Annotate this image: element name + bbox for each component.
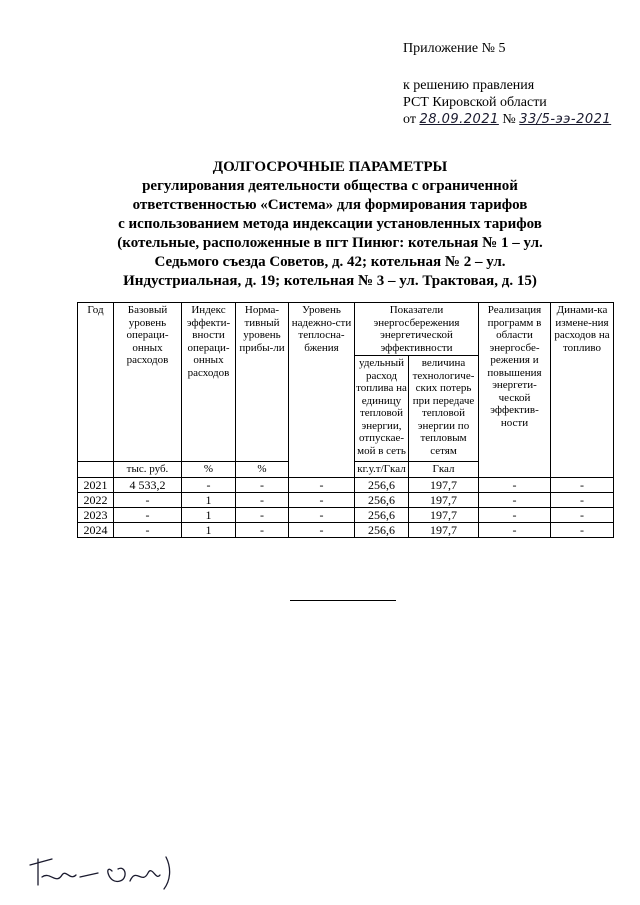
cell-year: 2022: [78, 492, 114, 507]
header-base-level: Базовый уровень операци-онных расходов: [114, 303, 182, 462]
unit-base: тыс. руб.: [114, 462, 182, 478]
table-row: [78, 477, 614, 492]
unit-fuel: кг.у.т/Гкал: [355, 462, 409, 478]
title-heading: ДОЛГОСРОЧНЫЕ ПАРАМЕТРЫ: [212, 159, 448, 175]
header-fuel-dynamics: Динами-ка измене-ния расходов на топливо: [551, 303, 614, 478]
title-line-4: с использованием метода индексации установленных тарифов: [118, 216, 542, 232]
cell-reliability: -: [289, 522, 355, 537]
cell-year: 2021: [78, 477, 114, 492]
cell-fuel: 256,6: [355, 492, 409, 507]
document-title: [60, 158, 600, 291]
header-year: Год: [78, 303, 114, 462]
cell-profit: -: [236, 507, 289, 522]
cell-dynamics: -: [551, 477, 614, 492]
cell-year: 2023: [78, 507, 114, 522]
cell-programs: -: [479, 507, 551, 522]
cell-programs: -: [479, 492, 551, 507]
annex-date-line: [403, 111, 633, 128]
end-separator-line: [290, 600, 396, 601]
header-efficiency-index: Индекс эффекти-вности операци-онных расходов: [182, 303, 236, 462]
cell-index: 1: [182, 492, 236, 507]
annex-line-authority: РСТ Кировской области: [403, 95, 547, 110]
annex-no-sign: №: [502, 112, 516, 127]
title-line-3: ответственностью «Система» для формирования тарифов: [132, 197, 528, 213]
cell-dynamics: -: [551, 507, 614, 522]
annex-decision-number: 33/5-ээ-2021: [519, 112, 612, 127]
annex-line-decision: к решению правления: [403, 78, 535, 93]
header-profit-level: Норма-тивный уровень прибы-ли: [236, 303, 289, 462]
cell-loss: 197,7: [409, 477, 479, 492]
handwritten-signature: [20, 845, 220, 895]
cell-loss: 197,7: [409, 507, 479, 522]
title-line-6: Седьмого съезда Советов, д. 42; котельная № 2 – ул.: [154, 254, 506, 270]
unit-index: %: [182, 462, 236, 478]
cell-base: 4 533,2: [114, 477, 182, 492]
table-row: [78, 492, 614, 507]
cell-fuel: 256,6: [355, 507, 409, 522]
cell-reliability: -: [289, 492, 355, 507]
cell-dynamics: -: [551, 522, 614, 537]
header-heat-loss: величина технологиче-ских потерь при передаче тепловой энергии по тепловым сетям: [409, 356, 479, 462]
annex-from-label: от: [403, 112, 416, 127]
cell-reliability: -: [289, 507, 355, 522]
header-fuel-rate: удельный расход топлива на единицу тепловой энергии, отпускае-мой в сеть: [355, 356, 409, 462]
cell-programs: -: [479, 477, 551, 492]
cell-fuel: 256,6: [355, 477, 409, 492]
parameters-table: [77, 302, 614, 538]
unit-profit: %: [236, 462, 289, 478]
cell-fuel: 256,6: [355, 522, 409, 537]
title-line-7: Индустриальная, д. 19; котельная № 3 – ул. Трактовая, д. 15): [123, 273, 537, 289]
cell-index: 1: [182, 522, 236, 537]
title-line-2: регулирования деятельности общества с ограниченной: [142, 178, 518, 194]
header-row-1: [78, 303, 614, 356]
annex-number: Приложение № 5: [403, 41, 506, 56]
cell-base: -: [114, 522, 182, 537]
cell-index: 1: [182, 507, 236, 522]
table-row: [78, 507, 614, 522]
cell-index: -: [182, 477, 236, 492]
cell-loss: 197,7: [409, 492, 479, 507]
cell-programs: -: [479, 522, 551, 537]
table-row: [78, 522, 614, 537]
cell-loss: 197,7: [409, 522, 479, 537]
cell-reliability: -: [289, 477, 355, 492]
cell-profit: -: [236, 492, 289, 507]
unit-loss: Гкал: [409, 462, 479, 478]
header-energy-group: Показатели энергосбережения энергетической эффективности: [355, 303, 479, 356]
cell-base: -: [114, 507, 182, 522]
annex-block: [403, 40, 633, 128]
header-programs: Реализация программ в области энергосбе-режения и повышения энергети-ческой эффектив-ности: [479, 303, 551, 478]
annex-date: 28.09.2021: [419, 112, 499, 127]
cell-profit: -: [236, 477, 289, 492]
header-reliability: Уровень надежно-сти теплосна-бжения: [289, 303, 355, 478]
title-line-5: (котельные, расположенные в пгт Пинюг: котельная № 1 – ул.: [117, 235, 543, 251]
cell-profit: -: [236, 522, 289, 537]
cell-base: -: [114, 492, 182, 507]
cell-dynamics: -: [551, 492, 614, 507]
cell-year: 2024: [78, 522, 114, 537]
unit-year-empty: [78, 462, 114, 478]
